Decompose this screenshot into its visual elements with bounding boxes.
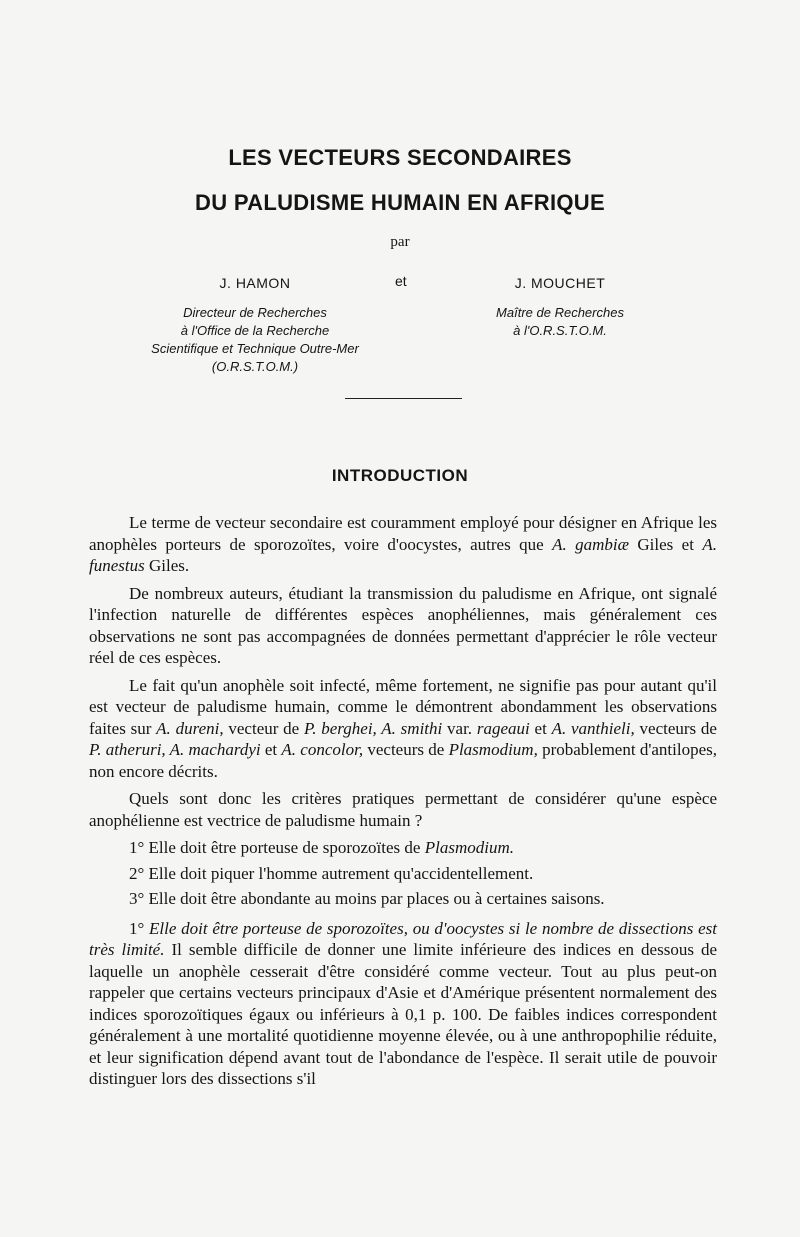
author-block-mouchet [450, 274, 670, 340]
author-affiliation: à l'Office de la Recherche [180, 323, 330, 338]
text-run: var. [442, 718, 477, 738]
criterion-item: 2° Elle doit piquer l'homme autrement qu'accidentellement. [129, 863, 534, 883]
title-line-2: DU PALUDISME HUMAIN EN AFRIQUE [195, 190, 605, 215]
author-name: J. HAMON [219, 275, 291, 291]
text-run: et [260, 740, 282, 759]
paragraph [89, 918, 717, 1090]
emphasis: Elle doit être porteuse de sporozoïtes, ou d'oocystes si le nombre de dissections est très limité. [89, 918, 717, 959]
title-line-1: LES VECTEURS SECONDAIRES [228, 145, 572, 170]
text-run: 1° Elle doit être porteuse de sporozoïtes de [129, 838, 425, 857]
divider-rule [345, 398, 462, 399]
author-affiliation: Scientifique et Technique Outre-Mer [151, 341, 359, 356]
author-affiliation: (O.R.S.T.O.M.) [211, 359, 299, 374]
text-run: Il semble difficile de donner une limite inférieure des indices en dessous de laquelle un anophèle cesserait d'être considéré comme vecteur. Tout au plus peut-on rappeler que certains vecteurs principaux d'Asie et d'Amérique présentent normalement des indices sporozoïtiques égaux ou inférieurs à 0,1 p. 100. De faibles indices correspondent généralement à une mortalité quotidienne moyenne élevée, ou à une anthropophilie réduite, et leur signification dépend avant tout de l'abondance de l'espèce. Il serait utile de pouvoir distinguer lors des dissections s'il [89, 940, 718, 1088]
species-name: A. dureni, [156, 718, 224, 738]
text-run: vecteur de [223, 718, 305, 738]
text-run: et [529, 718, 552, 738]
paragraph [89, 675, 717, 783]
criterion-item: 3° Elle doit être abondante au moins par places ou à certaines saisons. [129, 889, 605, 908]
text-run: Le terme de vecteur secondaire est couramment employé pour désigner en Afrique les anophèles porteurs de sporozoïtes, voire d'oocystes, autres que [89, 513, 717, 554]
and-separator: et [395, 273, 407, 289]
author-affiliation: Maître de Recherches [496, 305, 624, 320]
species-name: A. vanthieli, [551, 718, 635, 738]
genus-name: Plasmodium. [424, 838, 514, 857]
species-name: P. atheruri, A. machardyi [89, 740, 261, 759]
text-run: Giles et [628, 534, 703, 554]
species-name: P. berghei, A. smithi [304, 718, 443, 738]
paragraph: Quels sont donc les critères pratiques permettant de considérer qu'une espèce anophélienne est vectrice de paludisme humain ? [89, 789, 717, 830]
criterion-item [89, 837, 717, 859]
text-run: 1° [129, 918, 150, 938]
species-name: rageaui [476, 718, 530, 738]
author-name: J. MOUCHET [514, 275, 606, 291]
species-name: Plasmodium, [448, 740, 538, 759]
text-run: vecteurs de [363, 740, 449, 759]
author-affiliation: à l'O.R.S.T.O.M. [513, 323, 607, 338]
paragraph: De nombreux auteurs, étudiant la transmission du paludisme en Afrique, ont signalé l'infection naturelle de différentes espèces anophéliennes, mais généralement ces observations ne sont pas accompagnées de données permettant d'apprécier le rôle vecteur réel de ces espèces. [89, 583, 717, 667]
body-text [89, 512, 717, 1096]
text-run: Giles. [144, 556, 190, 575]
text-run: vecteurs de [634, 718, 717, 738]
by-line: par [390, 234, 410, 250]
section-heading: INTRODUCTION [331, 466, 469, 485]
text-run: probablement d'antilopes, non encore décrits. [89, 740, 718, 781]
text-run: Le fait qu'un anophèle soit infecté, même fortement, ne signifie pas pour autant qu'il est vecteur de paludisme humain, comme le démontrent abondamment les observations faites sur [89, 675, 717, 738]
author-block-hamon [110, 274, 400, 376]
author-affiliation: Directeur de Recherches [183, 305, 327, 320]
species-name: A. gambiæ [552, 534, 629, 554]
paragraph [89, 512, 717, 577]
species-name: A. funestus [89, 534, 717, 575]
species-name: A. concolor, [281, 740, 364, 759]
